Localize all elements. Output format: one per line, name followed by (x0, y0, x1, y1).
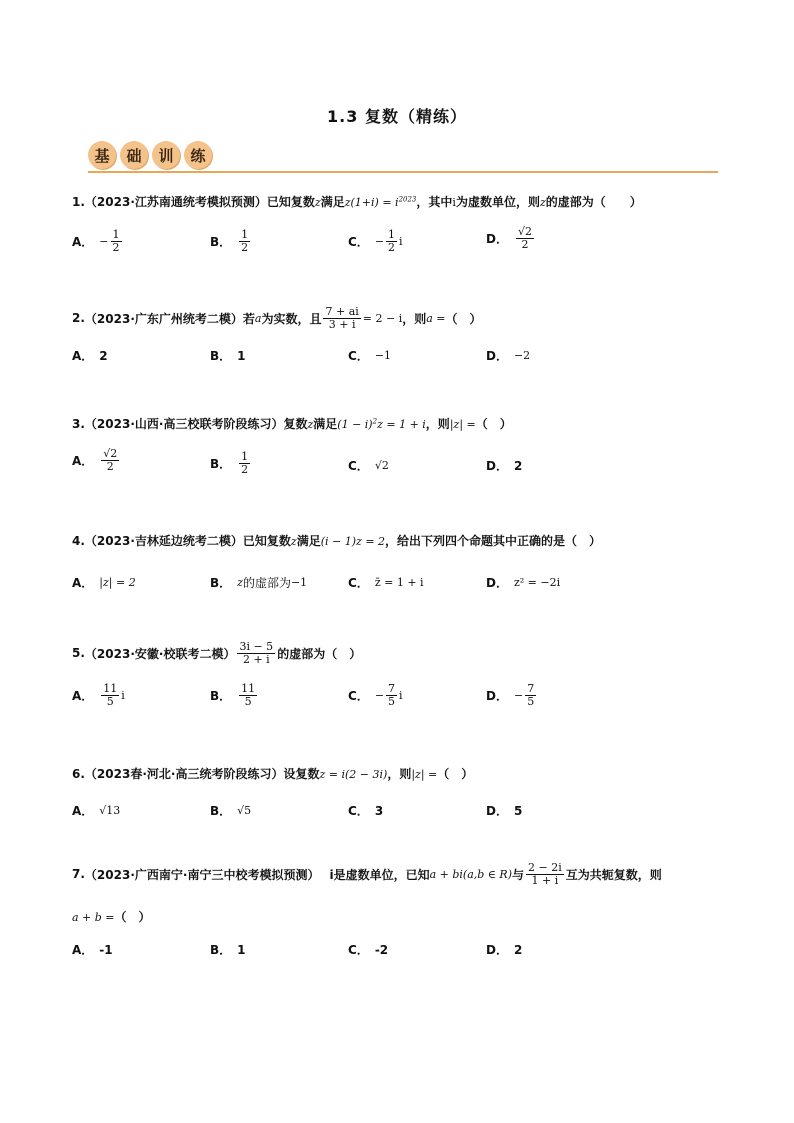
question-number: 2. (72, 311, 85, 326)
question-1-stem (72, 193, 642, 210)
question-5-stem (72, 641, 361, 665)
option-d[interactable] (486, 226, 536, 250)
question-text: ，则 (425, 417, 450, 431)
option-b[interactable] (210, 941, 246, 958)
option-a[interactable] (72, 347, 108, 364)
question-source: （2023·山西·高三校联考阶段练习） (84, 417, 284, 431)
option-a[interactable] (72, 802, 120, 819)
option-c[interactable] (348, 574, 424, 591)
option-label: C． (348, 349, 369, 363)
option-c[interactable] (348, 457, 389, 474)
option-label: B． (210, 234, 232, 249)
option-c[interactable] (348, 941, 388, 958)
fraction-numerator: 11 (103, 682, 118, 695)
question-text: 互为共轭复数，则 (565, 867, 662, 882)
math-variable: z (539, 196, 546, 209)
option-value: 5 (513, 803, 523, 818)
question-4-stem (72, 532, 601, 549)
option-label: D． (486, 576, 508, 590)
option-value: -2 (374, 942, 389, 957)
question-text: 为实数，且 (261, 311, 322, 326)
option-label: C． (348, 804, 369, 818)
fraction-numerator: 7 (388, 682, 396, 695)
math-expression: (1 − i) (337, 418, 373, 431)
option-label: C． (348, 459, 369, 473)
option-label: B． (210, 688, 232, 703)
option-a[interactable] (72, 574, 136, 591)
math-equation (337, 418, 426, 431)
math-variable: i (452, 196, 456, 209)
question-text: ，其中 (416, 195, 453, 209)
option-value: 2 (99, 348, 108, 363)
option-label: A． (72, 349, 94, 363)
fraction-denominator: 5 (388, 694, 396, 708)
math-equation: z = i(2 − 3i) (319, 768, 388, 781)
option-label: A． (72, 804, 94, 818)
question-text: ，给出下列四个命题其中正确的是（ ） (385, 534, 602, 548)
option-d[interactable] (486, 683, 538, 707)
question-number: 6. (72, 767, 85, 781)
question-text: 已知复数 (242, 534, 291, 548)
option-label: A． (72, 688, 94, 703)
option-a[interactable] (72, 448, 121, 472)
fraction-denominator: 5 (244, 694, 252, 708)
math-expression: a = (426, 311, 446, 325)
option-value: 1 (237, 942, 246, 957)
option-value: √13 (99, 804, 121, 817)
math-expression: = 2 − i (362, 311, 403, 325)
option-label: B． (210, 349, 232, 363)
math-expression: |z| = (411, 768, 438, 781)
question-source: （2023·吉林延边统考二模） (84, 534, 243, 548)
option-a[interactable] (72, 941, 113, 958)
section-badge: 础 (120, 141, 148, 169)
question-number: 3. (72, 417, 85, 431)
math-suffix: i (399, 234, 403, 248)
fraction-numerator: √2 (103, 447, 118, 460)
math-variable: a (254, 311, 262, 325)
question-text: （ ） (475, 417, 512, 431)
option-label: C． (348, 234, 369, 249)
question-source: （2023春·河北·高三统考阶段练习） (84, 767, 284, 781)
option-d[interactable] (486, 347, 530, 364)
section-banner (88, 141, 212, 171)
math-equation: (i − 1)z = 2 (320, 535, 386, 548)
question-text: 的虚部为（ ） (277, 646, 362, 661)
question-text: 与 (512, 867, 525, 882)
fraction-denominator: 1 + i (531, 873, 559, 887)
section-badge: 练 (184, 141, 212, 169)
option-value: −1 (374, 349, 392, 362)
question-text: 已知复数 (266, 195, 315, 209)
math-suffix: i (121, 688, 125, 702)
question-text: 为虚数单位，则 (455, 195, 540, 209)
option-label: A． (72, 576, 94, 590)
question-text: i是虚数单位，已知 (329, 867, 430, 882)
option-value: 2 (513, 942, 523, 957)
question-text: 满足 (320, 195, 345, 209)
option-label: B． (210, 576, 232, 590)
section-badge: 基 (88, 141, 116, 169)
question-source: （2023·安徽·校联考二模） (84, 646, 236, 661)
option-label: A． (72, 234, 94, 249)
question-text: ，则 (387, 767, 412, 781)
fraction-denominator: 3 + i (328, 317, 356, 331)
fraction-numerator: 1 (241, 228, 249, 241)
math-value: −1 (290, 576, 308, 589)
question-text: 若 (242, 311, 255, 326)
math-expression: |z| = (449, 418, 476, 431)
section-badge: 训 (152, 141, 180, 169)
math-expression: z(1+i) = i (344, 196, 399, 209)
option-value: 的虚部为 (242, 576, 291, 590)
math-sign: − (513, 688, 524, 702)
option-value: z² = −2i (513, 576, 561, 589)
math-exponent: 2023 (398, 195, 417, 204)
option-b[interactable] (210, 451, 252, 475)
option-label: A． (72, 453, 94, 468)
question-6-stem (72, 765, 473, 782)
question-3-stem (72, 415, 512, 432)
option-label: C． (348, 576, 369, 590)
question-text: ，则 (402, 311, 427, 326)
option-b[interactable] (210, 802, 251, 819)
fraction-numerator: 11 (241, 682, 256, 695)
question-number: 4. (72, 534, 85, 548)
math-expression: a + b = (72, 911, 115, 924)
option-value: √5 (237, 804, 252, 817)
option-c[interactable] (348, 802, 383, 819)
option-d[interactable] (486, 802, 522, 819)
math-expression: z = 1 + i (377, 418, 426, 431)
question-source: （2023·江苏南通统考模拟预测） (84, 195, 267, 209)
option-a[interactable] (72, 229, 124, 253)
fraction-denominator: 2 (106, 459, 114, 473)
option-label: B． (210, 456, 232, 471)
option-label: D． (486, 459, 508, 473)
question-text: （ ） (445, 311, 482, 326)
section-divider (88, 171, 718, 173)
question-2-stem (72, 306, 482, 330)
question-text: 复数 (283, 417, 308, 431)
fraction-numerator: 3i − 5 (239, 640, 274, 653)
option-label: D． (486, 231, 508, 246)
question-text: （ ） (114, 910, 151, 924)
option-label: D． (486, 943, 508, 957)
fraction-denominator: 2 (241, 240, 249, 254)
math-suffix: i (399, 688, 403, 702)
option-d[interactable] (486, 574, 560, 591)
fraction-numerator: 1 (241, 450, 249, 463)
option-value: 2 (513, 458, 523, 473)
option-label: B． (210, 804, 232, 818)
fraction-numerator: √2 (517, 225, 532, 238)
question-7-stem (72, 862, 662, 886)
question-number: 5. (72, 646, 85, 661)
question-text: （ ） (437, 767, 474, 781)
option-label: D． (486, 804, 508, 818)
question-source: （2023·广西南宁·南宁三中校考模拟预测） (84, 867, 320, 882)
fraction-denominator: 5 (106, 694, 114, 708)
question-source: （2023·广东广州统考二模） (84, 311, 243, 326)
question-number: 1. (72, 195, 85, 209)
option-label: B． (210, 943, 232, 957)
option-value: |z| = 2 (99, 576, 136, 589)
math-variable: z (237, 576, 243, 589)
option-b[interactable] (210, 683, 259, 707)
option-c[interactable] (348, 683, 403, 707)
option-label: C． (348, 688, 369, 703)
question-text: 满足 (296, 534, 321, 548)
question-7-stem-line2 (72, 908, 151, 925)
fraction-denominator: 2 (388, 240, 396, 254)
fraction-numerator: 7 + ai (325, 305, 359, 318)
question-number: 7. (72, 867, 85, 882)
fraction-numerator: 2 − 2i (528, 861, 562, 874)
math-sign: − (374, 688, 385, 702)
option-value: 3 (374, 803, 384, 818)
math-variable: z (307, 418, 314, 431)
option-b[interactable] (210, 229, 252, 253)
math-sign: − (374, 234, 385, 248)
question-text: 满足 (313, 417, 338, 431)
option-a[interactable] (72, 683, 125, 707)
option-value: -1 (99, 942, 113, 957)
fraction-denominator: 2 (241, 462, 249, 476)
option-label: C． (348, 943, 369, 957)
option-d[interactable] (486, 941, 522, 958)
option-b[interactable] (210, 347, 246, 364)
math-exponent: 2 (372, 417, 378, 426)
option-b[interactable] (210, 574, 307, 591)
fraction-denominator: 2 (521, 237, 529, 251)
option-c[interactable] (348, 229, 403, 253)
fraction-denominator: 5 (527, 694, 535, 708)
fraction-numerator: 7 (527, 682, 535, 695)
option-value: z̄ = 1 + i (374, 576, 424, 589)
question-text: 的虚部为（ ） (545, 195, 642, 209)
question-text: 设复数 (283, 767, 320, 781)
fraction-numerator: 1 (388, 228, 396, 241)
math-sign: − (99, 234, 109, 248)
option-value: √2 (374, 459, 389, 472)
option-value: −2 (513, 349, 531, 362)
option-label: D． (486, 349, 508, 363)
math-equation (345, 196, 417, 209)
option-c[interactable] (348, 347, 391, 364)
fraction-denominator: 2 (112, 240, 120, 254)
option-label: A． (72, 943, 94, 957)
option-value: 1 (237, 348, 246, 363)
math-expression: a + bi(a,b ∈ R) (429, 867, 513, 881)
math-variable: z (290, 535, 297, 548)
option-d[interactable] (486, 457, 522, 474)
document-title: 1.3 复数（精练） (327, 107, 467, 126)
math-variable: z (314, 196, 321, 209)
option-label: D． (486, 688, 508, 703)
fraction-numerator: 1 (112, 228, 120, 241)
fraction-denominator: 2 + i (242, 652, 270, 666)
